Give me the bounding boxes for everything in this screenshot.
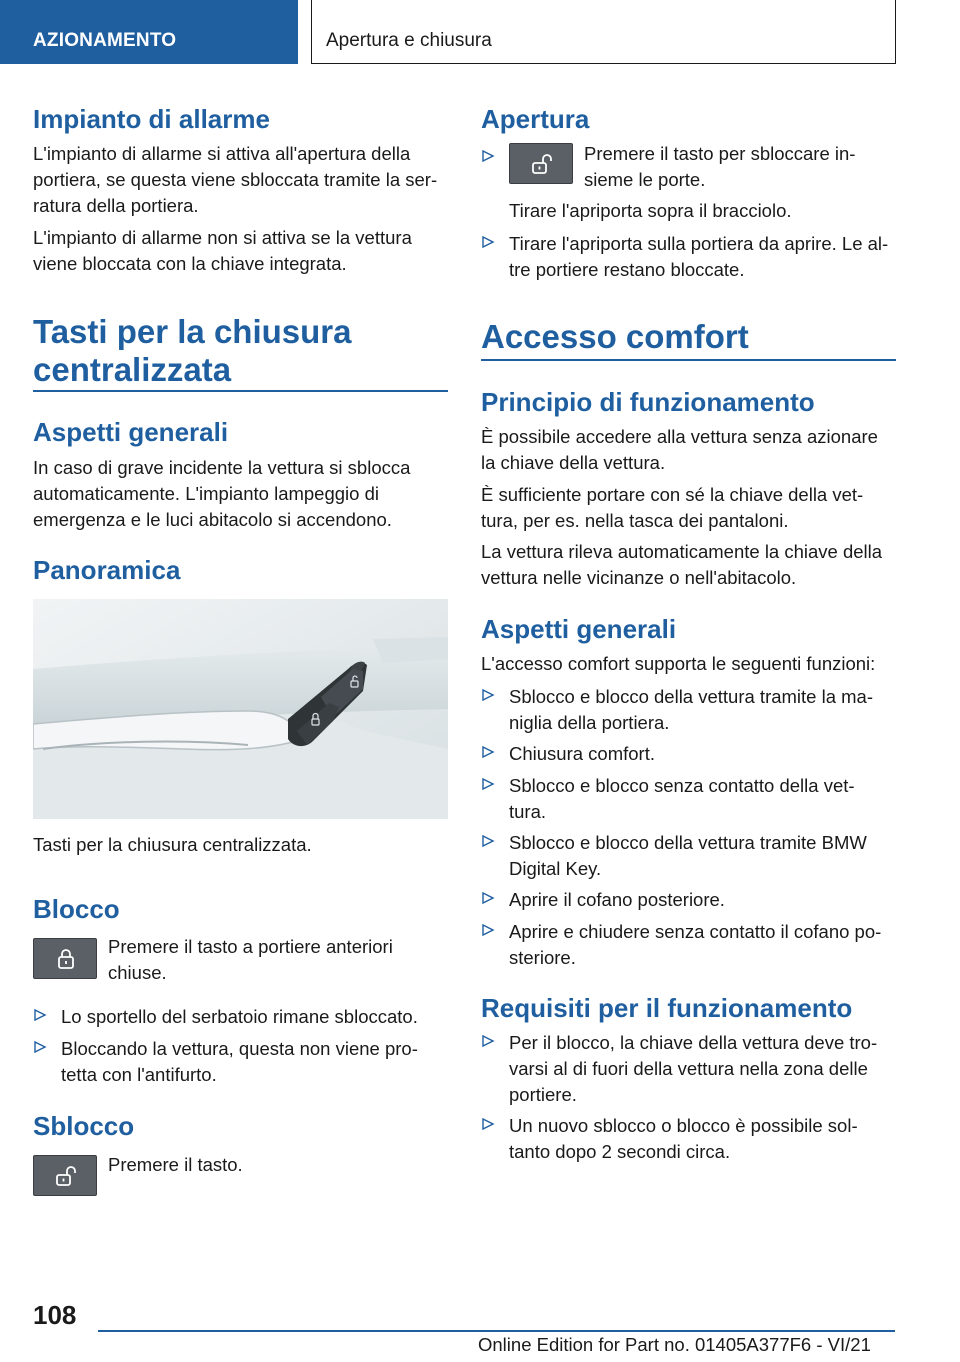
overview-heading: Panoramica [33,555,181,585]
comfort-function-item: Aprire e chiudere senza contatto il cofano po‐ steriore. [481,919,896,971]
opening-list-item: Tirare l'apriporta sulla portiera da aprire. Le al‐ tre portiere restano bloccate. [481,231,896,283]
unlock-heading: Sblocco [33,1111,135,1141]
requirements-heading: Requisiti per il funzionamento [481,993,853,1023]
triangle-bullet-icon [481,777,495,791]
triangle-bullet-icon [481,834,495,848]
triangle-bullet-icon [481,745,495,759]
comfort-access-rule [481,359,896,361]
padlock-open-icon [531,153,553,175]
triangle-bullet-icon [481,1034,495,1048]
triangle-bullet-icon [481,688,495,702]
header-section-label: AZIONAMENTO [33,30,177,51]
padlock-open-icon [55,1165,77,1187]
opening-heading: Apertura [481,104,590,134]
comfort-function-item: Aprire il cofano posteriore. [481,887,896,913]
alarm-paragraph-2: L'impianto di allarme non si attiva se la vettura viene bloccata con la chiave integrata. [33,227,412,274]
triangle-bullet-icon [481,1117,495,1131]
principle-paragraph-3: La vettura rileva automaticamente la chiave della vettura nelle vicinanze o nell'abitacolo. [481,541,883,588]
requirements-item: Per il blocco, la chiave della vettura deve tro‐ varsi al di fuori della vettura nella zona delle portiere. [481,1030,896,1108]
header-chapter-box [311,0,896,64]
header-section-tab [0,0,298,64]
comfort-function-item: Chiusura comfort. [481,741,896,767]
central-locking-heading: Tasti per la chiusura centralizzata [33,313,352,388]
general-intro-right: L'accesso comfort supporta le seguenti funzioni: [481,653,876,674]
triangle-bullet-icon [33,1040,47,1054]
requirements-item: Un nuovo sblocco o blocco è possibile sol‐ tanto dopo 2 secondi circa. [481,1113,896,1165]
footer-edition: Online Edition for Part no. 01405A377F6 - VI/21 [478,1334,871,1355]
unlock-button-icon [33,1155,97,1196]
door-handle-illustration [33,599,448,819]
principle-paragraph-1: È possibile accedere alla vettura senza azionare la chiave della vettura. [481,426,878,473]
general-paragraph-left: In caso di grave incidente la vettura si sblocca automaticamente. L'impianto lampeggio di emergenza e le luci abitacolo si accendono. [33,457,411,530]
triangle-bullet-icon [481,235,495,249]
opening-after-icon-text: Tirare l'apriporta sopra il bracciolo. [509,200,792,221]
opening-icon-text: Premere il tasto per sbloccare in‐ sieme le porte. [584,143,856,190]
general-heading-right: Aspetti generali [481,614,677,644]
triangle-bullet-icon [481,923,495,937]
alarm-heading: Impianto di allarme [33,104,270,134]
unlock-icon-text: Premere il tasto. [108,1154,243,1175]
comfort-function-item: Sblocco e blocco senza contatto della vet‐ tura. [481,773,896,825]
page-number: 108 [33,1300,77,1330]
principle-heading: Principio di funzionamento [481,387,815,417]
comfort-access-heading: Accesso comfort [481,318,749,355]
principle-paragraph-2: È sufficiente portare con sé la chiave della vet‐ tura, per es. nella tasca dei pantaloni. [481,484,864,531]
general-heading-left: Aspetti generali [33,417,229,447]
triangle-bullet-icon [33,1008,47,1022]
opening-unlock-button-icon [509,143,573,184]
header-chapter-label: Apertura e chiusura [326,30,492,51]
alarm-paragraph-1: L'impianto di allarme si attiva all'apertura della portiera, se questa viene sbloccata tramite la ser‐ ratura della portiera. [33,143,438,216]
comfort-function-item: Sblocco e blocco della vettura tramite BMW Digital Key. [481,830,896,882]
lock-list-item: Bloccando la vettura, questa non viene pro‐ tetta con l'antifurto. [33,1036,448,1088]
lock-heading: Blocco [33,894,120,924]
triangle-bullet-icon [481,891,495,905]
footer-rule [98,1330,895,1332]
overview-caption: Tasti per la chiusura centralizzata. [33,834,312,855]
padlock-closed-icon [55,948,77,970]
lock-button-icon [33,938,97,979]
door-lock-buttons-photo [33,599,448,819]
triangle-bullet-icon [481,149,495,163]
comfort-function-item: Sblocco e blocco della vettura tramite la ma‐ niglia della portiera. [481,684,896,736]
lock-list-item: Lo sportello del serbatoio rimane sbloccato. [33,1004,448,1030]
lock-icon-text: Premere il tasto a portiere anteriori chiuse. [108,936,393,983]
central-locking-rule [33,390,448,392]
